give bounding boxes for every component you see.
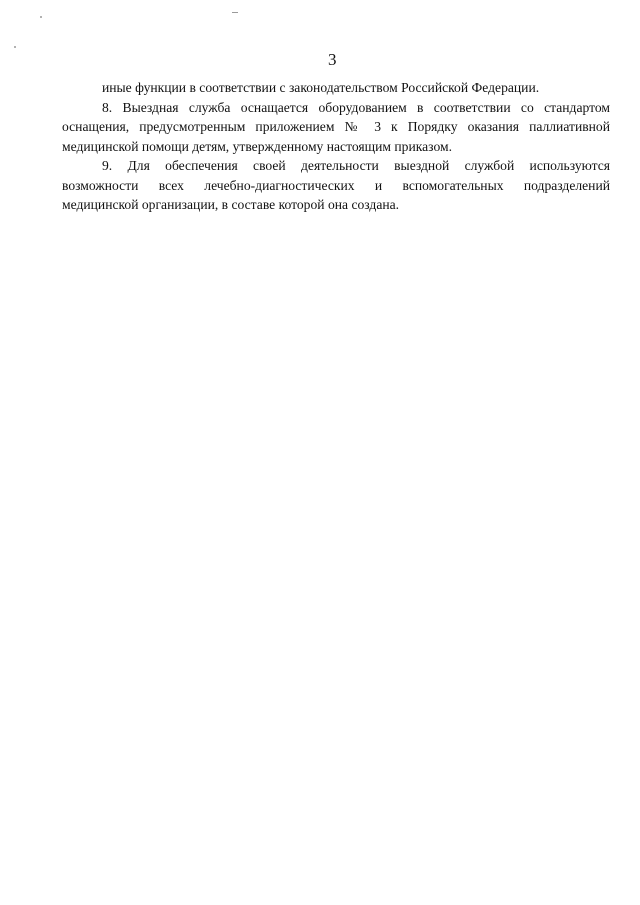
paragraph-continuation bbox=[62, 78, 610, 98]
text-line: медицинской помощи детям, утвержденному настоящим приказом. bbox=[62, 138, 452, 154]
text-line: медицинской организации, в составе которой она создана. bbox=[62, 197, 400, 212]
text-line: иные функции в соответствии с законодательством Российской Федерации. bbox=[102, 80, 540, 95]
paragraph-item-8 bbox=[62, 98, 610, 157]
text-line: 8. Выездная служба оснащается оборудованием в соответствии со стандартом bbox=[102, 99, 610, 115]
document-body bbox=[62, 78, 610, 215]
page-number: 3 bbox=[328, 50, 337, 69]
text-line: оснащения, предусмотренным приложением № 3 к Порядку оказания паллиативной bbox=[62, 119, 610, 134]
scan-speck bbox=[14, 46, 16, 48]
scan-speck bbox=[40, 16, 42, 18]
text-line: возможности всех лечебно-диагностических и вспомогательных подразделений bbox=[62, 177, 610, 193]
paragraph-item-9 bbox=[62, 156, 610, 215]
text-line: 9. Для обеспечения своей деятельности выездной службой используются bbox=[102, 158, 610, 173]
scan-speck bbox=[232, 12, 238, 13]
